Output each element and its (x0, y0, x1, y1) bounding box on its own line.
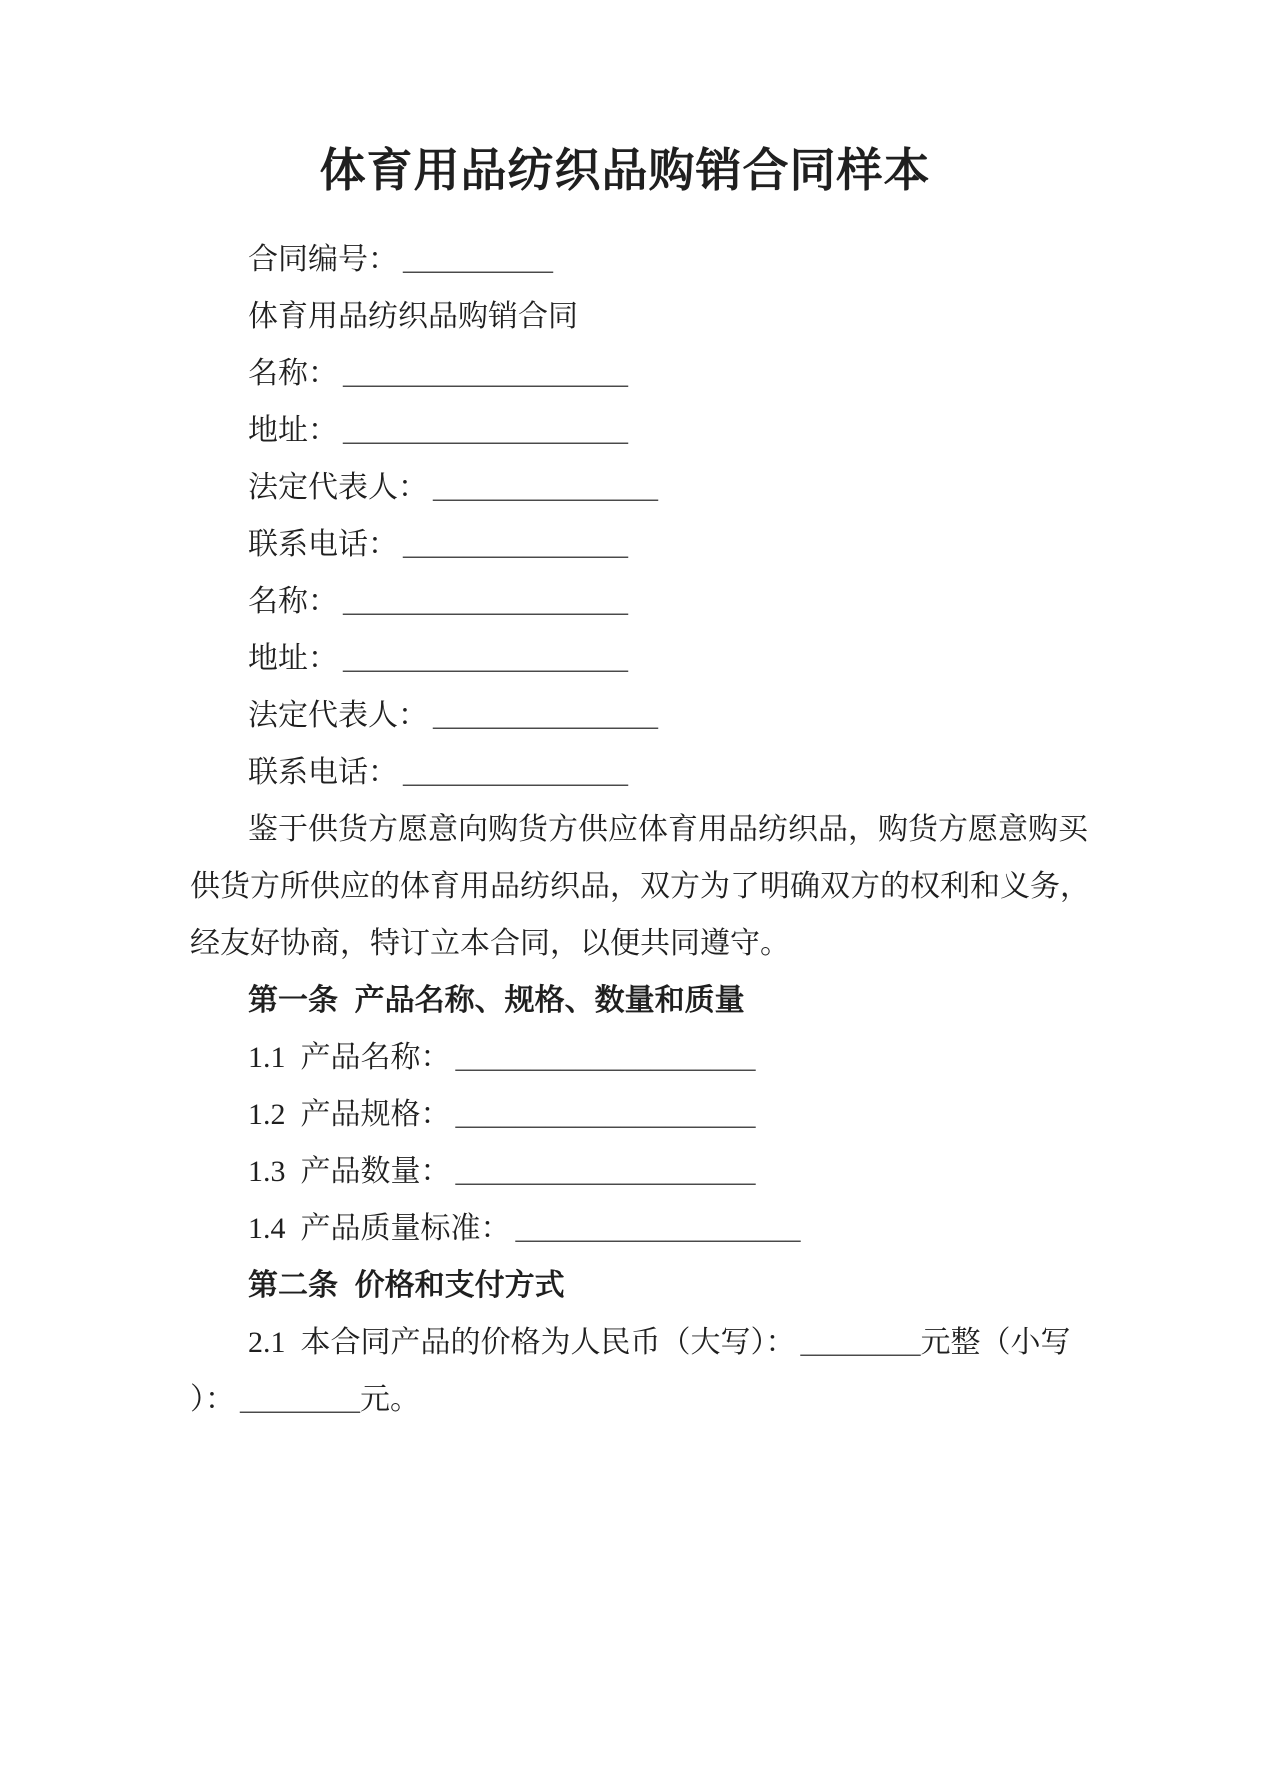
contract-number-line (190, 231, 1060, 288)
clause-2-1-text-tail: 元整（小写 (920, 1326, 1071, 1359)
party-field-row (190, 687, 1060, 744)
clause-item-row (190, 1029, 1060, 1086)
party-field-row (190, 630, 1060, 687)
party-field-label: 名称： (248, 357, 338, 390)
party-field-label: 名称： (248, 585, 338, 618)
clause-2-1-bracket: ）： (190, 1383, 235, 1416)
clause-item-label: 1.2 产品规格： (248, 1098, 451, 1131)
contract-number-label: 合同编号： (248, 243, 398, 276)
party-field-row (190, 744, 1060, 801)
clause-item-row (190, 1086, 1060, 1143)
party-field-blank: ___________________ (343, 642, 628, 675)
clause-item-label: 1.4 产品质量标准： (248, 1212, 511, 1245)
document-title: 体育用品纺织品购销合同样本 (319, 145, 931, 196)
clause-2-1-text: 2.1 本合同产品的价格为人民币（大写）： (248, 1326, 796, 1359)
contract-document-page (0, 142, 1275, 1792)
party-field-blank: _______________ (433, 699, 658, 732)
contract-number-blank: __________ (403, 243, 553, 276)
party-field-row (190, 573, 1060, 630)
party-field-blank: _______________ (403, 528, 628, 561)
section-2-heading: 第二条 价格和支付方式 (248, 1269, 565, 1302)
clause-item-label: 1.1 产品名称： (248, 1041, 451, 1074)
party-field-blank: ___________________ (343, 414, 628, 447)
clause-2-1-amount-blank-numeric: ________ (240, 1383, 360, 1416)
preamble-line: 供货方所供应的体育用品纺织品，双方为了明确双方的权利和义务， (190, 870, 1090, 903)
clause-2-1-amount-blank-capital: ________ (800, 1326, 921, 1359)
party-field-label: 联系电话： (248, 528, 398, 561)
document-subtitle: 体育用品纺织品购销合同 (248, 300, 578, 333)
section-1-heading: 第一条 产品名称、规格、数量和质量 (248, 984, 745, 1017)
clause-item-label: 1.3 产品数量： (248, 1155, 451, 1188)
party-field-label: 地址： (248, 414, 338, 447)
document-body (190, 231, 1090, 1428)
party-field-row (190, 459, 1060, 516)
party-field-blank: ___________________ (343, 357, 628, 390)
party-field-label: 联系电话： (248, 756, 398, 789)
preamble-line: 鉴于供货方愿意向购货方供应体育用品纺织品，购货方愿意购买 (248, 813, 1088, 846)
preamble-line: 经友好协商，特订立本合同，以便共同遵守。 (190, 927, 790, 960)
clause-item-blank: ____________________ (455, 1041, 756, 1074)
clause-item-blank: ____________________ (455, 1098, 756, 1131)
clause-item-row (190, 1143, 1060, 1200)
clause-item-blank: ____________________ (455, 1155, 756, 1188)
clause-2-1-line-2 (190, 1371, 1060, 1428)
party-field-label: 地址： (248, 642, 338, 675)
party-field-row (190, 402, 1060, 459)
party-field-row (190, 345, 1060, 402)
party-field-row (190, 516, 1060, 573)
party-field-label: 法定代表人： (248, 699, 428, 732)
clause-2-1-line-1 (190, 1314, 1071, 1371)
party-field-blank: _______________ (403, 756, 628, 789)
clause-item-blank: ___________________ (515, 1212, 801, 1245)
party-field-blank: _______________ (433, 471, 658, 504)
clause-2-1-yuan-suffix: 元。 (360, 1383, 420, 1416)
party-field-label: 法定代表人： (248, 471, 428, 504)
clause-item-row (190, 1200, 1060, 1257)
party-field-blank: ___________________ (343, 585, 628, 618)
